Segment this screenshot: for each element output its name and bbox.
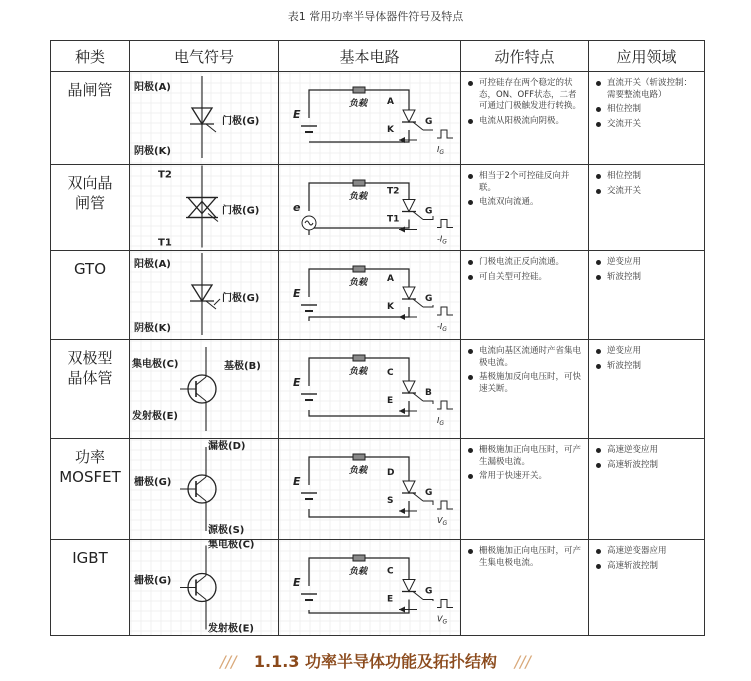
features-cell [461,72,589,165]
sym-label: 阳极(A) [134,259,171,270]
features-cell [461,251,589,340]
application-item: 逆变应用 [607,257,700,269]
circuit-label: V [437,614,443,624]
circuit-diagram [279,340,461,438]
section-heading [0,649,751,672]
symbol-triac-icon [130,165,279,250]
symbol-cell [130,72,279,165]
applications-list [589,439,704,471]
sym-label: 门极(G) [222,205,260,217]
applications-cell [589,72,705,165]
table-row [51,165,705,251]
application-item: 高速逆变应用 [607,445,700,457]
table-row [51,540,705,636]
symbol-cell [130,251,279,340]
features-list [461,165,588,209]
table-row [51,72,705,165]
applications-cell [589,439,705,540]
sym-label: 阴极(K) [134,323,171,334]
feature-item: 可自关型可控硅。 [479,272,584,284]
features-list [461,439,588,483]
symbol-cell [130,340,279,439]
circuit-label: C [387,368,394,378]
circuit-label: G [425,117,433,127]
header-type: 种类 [51,41,130,72]
application-item: 相位控制 [607,104,700,116]
device-name [51,165,130,251]
applications-cell [589,165,705,251]
application-item: 逆变应用 [607,346,700,358]
feature-item: 电流向基区流通时产省集电极电流。 [479,346,584,369]
device-name-line: 晶体管 [67,369,113,387]
symbol-bjt-icon [130,340,279,438]
circuit-label: 负载 [349,278,368,288]
features-list [461,540,588,569]
application-item: 直流开关（斩波控制：需要整流电路） [607,78,700,101]
features-cell [461,540,589,636]
feature-item: 门极电流正反向流通。 [479,257,584,269]
circuit-label: G [425,488,433,498]
features-list [461,251,588,283]
application-item: 交流开关 [607,119,700,131]
device-name-line: 功率 [74,448,105,466]
circuit-label: S [387,496,394,506]
table-row [51,340,705,439]
features-list [461,72,588,127]
feature-item: 栅极施加正向电压时，可产生集电极电流。 [479,546,584,569]
section-title: 1.1.3 功率半导体功能及拓扑结构 [253,652,498,671]
sym-label: 阳极(A) [134,82,171,93]
sym-label: 阴极(K) [134,146,171,157]
circuit-label: T1 [387,214,400,225]
circuit-label: E [387,396,394,406]
application-item: 斩波控制 [607,361,700,373]
header-circuit: 基本电路 [279,41,461,72]
circuit-label: G [442,520,448,527]
circuit-label: E [293,287,301,300]
device-name [51,540,130,636]
circuit-diagram [279,540,461,635]
applications-list [589,340,704,372]
applications-cell [589,340,705,439]
applications-cell [589,540,705,636]
sym-label: 栅极(G) [134,575,172,587]
circuit-label: E [293,576,301,589]
circuit-label: B [425,388,432,398]
circuit-label: G [425,294,433,304]
device-table [50,40,705,636]
device-name-line: GTO [73,260,107,278]
application-item: 高速逆变器应用 [607,546,700,558]
application-item: 斩波控制 [607,272,700,284]
device-name-line: MOSFET [59,468,121,486]
feature-item: 相当于2个可控硅反向并联。 [479,171,584,194]
application-item: 高速斩波控制 [607,561,700,573]
circuit-label: 负载 [349,567,368,577]
circuit-label: G [442,238,447,246]
sym-label: 发射极(E) [208,623,254,635]
svg-text:-IG [437,235,447,246]
device-name [51,251,130,340]
feature-item: 基极施加反向电压时，可快速关断。 [479,372,584,395]
symbol-mosfet-icon [130,439,279,539]
circuit-label: G [425,206,433,217]
sym-label: 基极(B) [224,361,261,372]
decor-slashes-left: /// [220,652,237,671]
symbol-igbt-icon [130,540,279,635]
applications-list [589,72,704,130]
symbol-cell [130,540,279,636]
applications-list [589,251,704,283]
circuit-label: A [387,97,394,107]
circuit-label: 负载 [349,466,368,476]
circuit-label: E [293,108,301,121]
circuit-label: 负载 [349,99,368,109]
symbol-cell [130,165,279,251]
feature-item: 可控硅存在两个稳定的状态，ON、OFF状态，二者可通过门极触发进行转换。 [479,78,584,113]
device-name-line: 双向晶 [67,174,113,192]
device-name [51,72,130,165]
applications-list [589,165,704,197]
circuit-label: K [387,125,394,135]
symbol-gto-icon [130,251,279,339]
circuit-label: A [387,274,394,284]
device-name [51,340,130,439]
circuit-label: -I [437,234,443,244]
circuit-diagram [279,165,461,250]
header-applications: 应用领域 [589,41,705,72]
header-row [51,41,705,72]
table-row [51,439,705,540]
symbol-scr-icon [130,72,279,164]
circuit-label: -I [437,322,443,331]
circuit-label: C [387,566,394,577]
circuit-label: G [442,326,447,333]
circuit-label: G [425,586,433,597]
circuit-label: I [437,145,440,154]
feature-item: 栅极施加正向电压时，可产生漏极电流。 [479,445,584,468]
device-name-line: 闸管 [74,194,105,212]
application-item: 交流开关 [607,186,700,198]
circuit-label: 负载 [349,367,368,377]
table-row [51,251,705,340]
sym-label: 源极(S) [208,525,245,536]
features-list [461,340,588,395]
device-name [51,439,130,540]
circuit-diagram [279,72,461,164]
circuit-label: e [293,201,301,214]
svg-text:IG [437,416,444,427]
sym-label: T2 [158,169,172,181]
device-name-line: IGBT [72,549,108,567]
feature-item: 电流双向流通。 [479,197,584,209]
sym-label: 栅极(G) [134,477,172,488]
circuit-label: I [437,416,440,425]
sym-label: 门极(G) [222,116,260,127]
circuit-label: E [387,594,394,605]
circuit-diagram [279,439,461,539]
circuit-diagram [279,251,461,339]
sym-label: 漏极(D) [208,441,246,452]
symbol-cell [130,439,279,540]
header-symbol: 电气符号 [130,41,279,72]
circuit-label: E [293,475,301,488]
sym-label: 集电极(C) [208,540,255,551]
circuit-label: G [442,618,448,626]
svg-text:VG [437,516,447,527]
svg-text:VG [437,615,447,626]
circuit-label: 负载 [349,192,368,202]
circuit-label: T2 [387,186,400,197]
circuit-label: K [387,302,394,312]
features-cell [461,340,589,439]
circuit-cell [279,72,461,165]
header-features: 动作特点 [461,41,589,72]
circuit-label: E [293,376,301,389]
svg-text:IG [437,145,444,156]
sym-label: T1 [158,237,172,249]
table-caption: 表1 常用功率半导体器件符号及特点 [287,10,464,23]
application-item: 相位控制 [607,171,700,183]
sym-label: 集电极(C) [132,359,179,370]
decor-slashes-right: /// [514,652,531,671]
features-cell [461,439,589,540]
application-item: 高速斩波控制 [607,460,700,472]
circuit-cell [279,439,461,540]
circuit-cell [279,540,461,636]
features-cell [461,165,589,251]
sym-label: 发射极(E) [132,411,178,422]
circuit-cell [279,165,461,251]
feature-item: 电流从阳极流向阴极。 [479,116,584,128]
device-name-line: 双极型 [67,349,113,367]
circuit-label: D [387,468,395,478]
applications-cell [589,251,705,340]
svg-text:-IG [437,322,447,333]
circuit-cell [279,251,461,340]
circuit-label: G [439,420,445,427]
circuit-label: V [437,516,443,525]
device-name-line: 晶闸管 [67,81,113,99]
applications-list [589,540,704,572]
feature-item: 常用于快速开关。 [479,471,584,483]
circuit-label: G [439,149,445,156]
circuit-cell [279,340,461,439]
sym-label: 门极(G) [222,293,260,304]
